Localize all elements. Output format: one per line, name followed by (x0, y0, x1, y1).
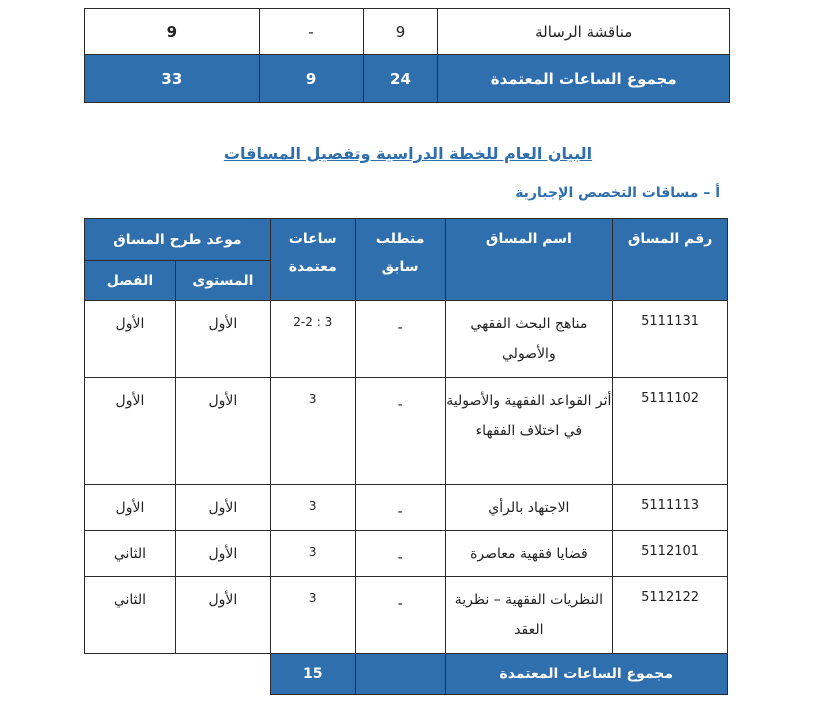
course-hours: 3 (270, 485, 355, 531)
course-semester: الأول (85, 378, 176, 485)
section-title: البيان العام للخطة الدراسية وتفصيل المساقات (223, 144, 593, 163)
cell: 9 (363, 9, 438, 55)
course-table (84, 218, 728, 695)
course-code: 5111102 (613, 378, 728, 485)
course-semester: الثاني (85, 531, 176, 577)
table-row (85, 55, 730, 103)
course-prereq: - (355, 301, 445, 378)
course-name: النظريات الفقهية – نظرية العقد (445, 577, 613, 654)
course-code: 5112101 (613, 531, 728, 577)
course-semester: الأول (85, 301, 176, 378)
course-prereq: - (355, 531, 445, 577)
total-row (85, 654, 728, 695)
table-row (85, 9, 730, 55)
course-code: 5111131 (613, 301, 728, 378)
course-name: الاجتهاد بالرأي (445, 485, 613, 531)
empty-cell (85, 654, 271, 695)
row-title: مناقشة الرسالة (438, 9, 730, 55)
cell: 9 (85, 9, 260, 55)
subsection-title: أ – مساقات التخصص الإجبارية (515, 185, 720, 201)
header-prereq: متطلب سابق (355, 219, 445, 301)
course-prereq: - (355, 577, 445, 654)
total-prereq-blank (355, 654, 445, 695)
course-semester: الأول (85, 485, 176, 531)
table-row (85, 301, 728, 378)
cell: 33 (85, 55, 260, 103)
table-row (85, 485, 728, 531)
cell: 9 (259, 55, 363, 103)
course-code: 5111113 (613, 485, 728, 531)
table-row (85, 577, 728, 654)
course-hours: 3 : 2-2 (270, 301, 355, 378)
course-level: الأول (175, 301, 270, 378)
course-prereq: - (355, 378, 445, 485)
course-code: 5112122 (613, 577, 728, 654)
course-level: الأول (175, 485, 270, 531)
table-row (85, 378, 728, 485)
course-hours: 3 (270, 378, 355, 485)
table-row (85, 531, 728, 577)
summary-table (84, 8, 730, 103)
course-level: الأول (175, 577, 270, 654)
course-prereq: - (355, 485, 445, 531)
course-name: أثر القواعد الفقهية والأصولية في اختلاف الفقهاء (445, 378, 613, 485)
header-semester: الفصل (85, 261, 176, 301)
course-level: الأول (175, 378, 270, 485)
header-level: المستوى (175, 261, 270, 301)
header-schedule: موعد طرح المساق (85, 219, 271, 261)
course-name: مناهج البحث الفقهي والأصولي (445, 301, 613, 378)
header-code: رقم المساق (613, 219, 728, 301)
course-hours: 3 (270, 577, 355, 654)
cell: 24 (363, 55, 438, 103)
total-label: مجموع الساعات المعتمدة (445, 654, 727, 695)
header-hours: ساعات معتمدة (270, 219, 355, 301)
course-semester: الثاني (85, 577, 176, 654)
course-hours: 3 (270, 531, 355, 577)
cell: - (259, 9, 363, 55)
header-row (85, 219, 728, 261)
row-title: مجموع الساعات المعتمدة (438, 55, 730, 103)
header-name: اسم المساق (445, 219, 613, 301)
total-value: 15 (270, 654, 355, 695)
course-level: الأول (175, 531, 270, 577)
course-name: قضايا فقهية معاصرة (445, 531, 613, 577)
